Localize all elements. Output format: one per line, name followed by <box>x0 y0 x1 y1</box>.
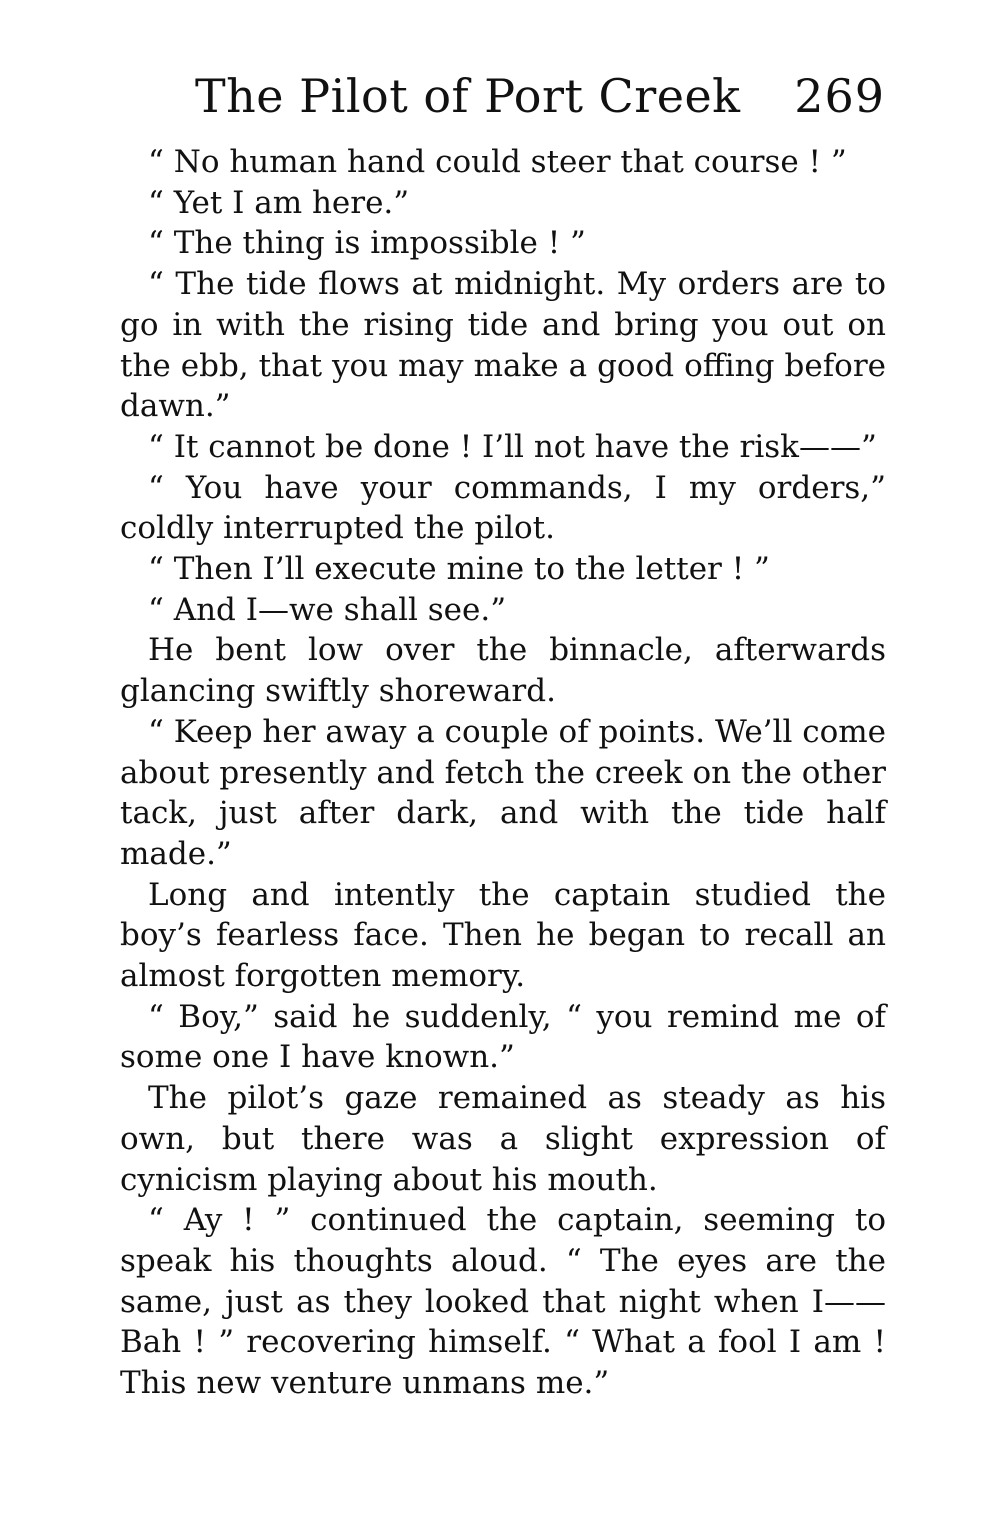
page-header <box>195 66 885 126</box>
paragraph: He bent low over the binnacle, afterwards glancing swiftly shoreward. <box>120 632 886 710</box>
paragraph: “ The thing is impossible ! ” <box>148 225 586 262</box>
paragraph: “ Boy,” said he suddenly, “ you remind me of some one I have known.” <box>120 998 886 1076</box>
paragraph: “ The tide flows at midnight. My orders are to go in with the rising tide and bring you out on the ebb, that you may make a good offing before dawn.” <box>120 266 886 425</box>
paragraph: “ Then I’ll execute mine to the letter ! ” <box>148 551 770 588</box>
paragraph: “ It cannot be done ! I’ll not have the risk——” <box>148 428 877 465</box>
paragraph: “ Yet I am here.” <box>148 184 410 221</box>
body-text <box>120 142 886 1404</box>
paragraph: The pilot’s gaze remained as steady as his own, but there was a slight expression of cynicism playing about his mouth. <box>120 1080 886 1198</box>
page-number: 269 <box>794 69 885 123</box>
paragraph: “ Ay ! ” continued the captain, seeming to speak his thoughts aloud. “ The eyes are the same, just as they looked that night when I—— Bah ! ” recovering himself. “ What a fool I am ! This new venture unmans me.” <box>120 1202 886 1402</box>
paragraph: “ No human hand could steer that course ! ” <box>148 144 847 180</box>
paragraph: “ You have your commands, I my orders,” coldly interrupted the pilot. <box>120 469 886 547</box>
running-title: The Pilot of Port Creek <box>195 69 741 123</box>
paragraph: Long and intently the captain studied the boy’s fearless face. Then he began to recall an almost forgotten memory. <box>120 876 886 995</box>
paragraph: “ And I—we shall see.” <box>148 591 507 628</box>
paragraph: “ Keep her away a couple of points. We’ll come about presently and fetch the creek on the other tack, just after dark, and with the tide half made.” <box>120 713 886 872</box>
